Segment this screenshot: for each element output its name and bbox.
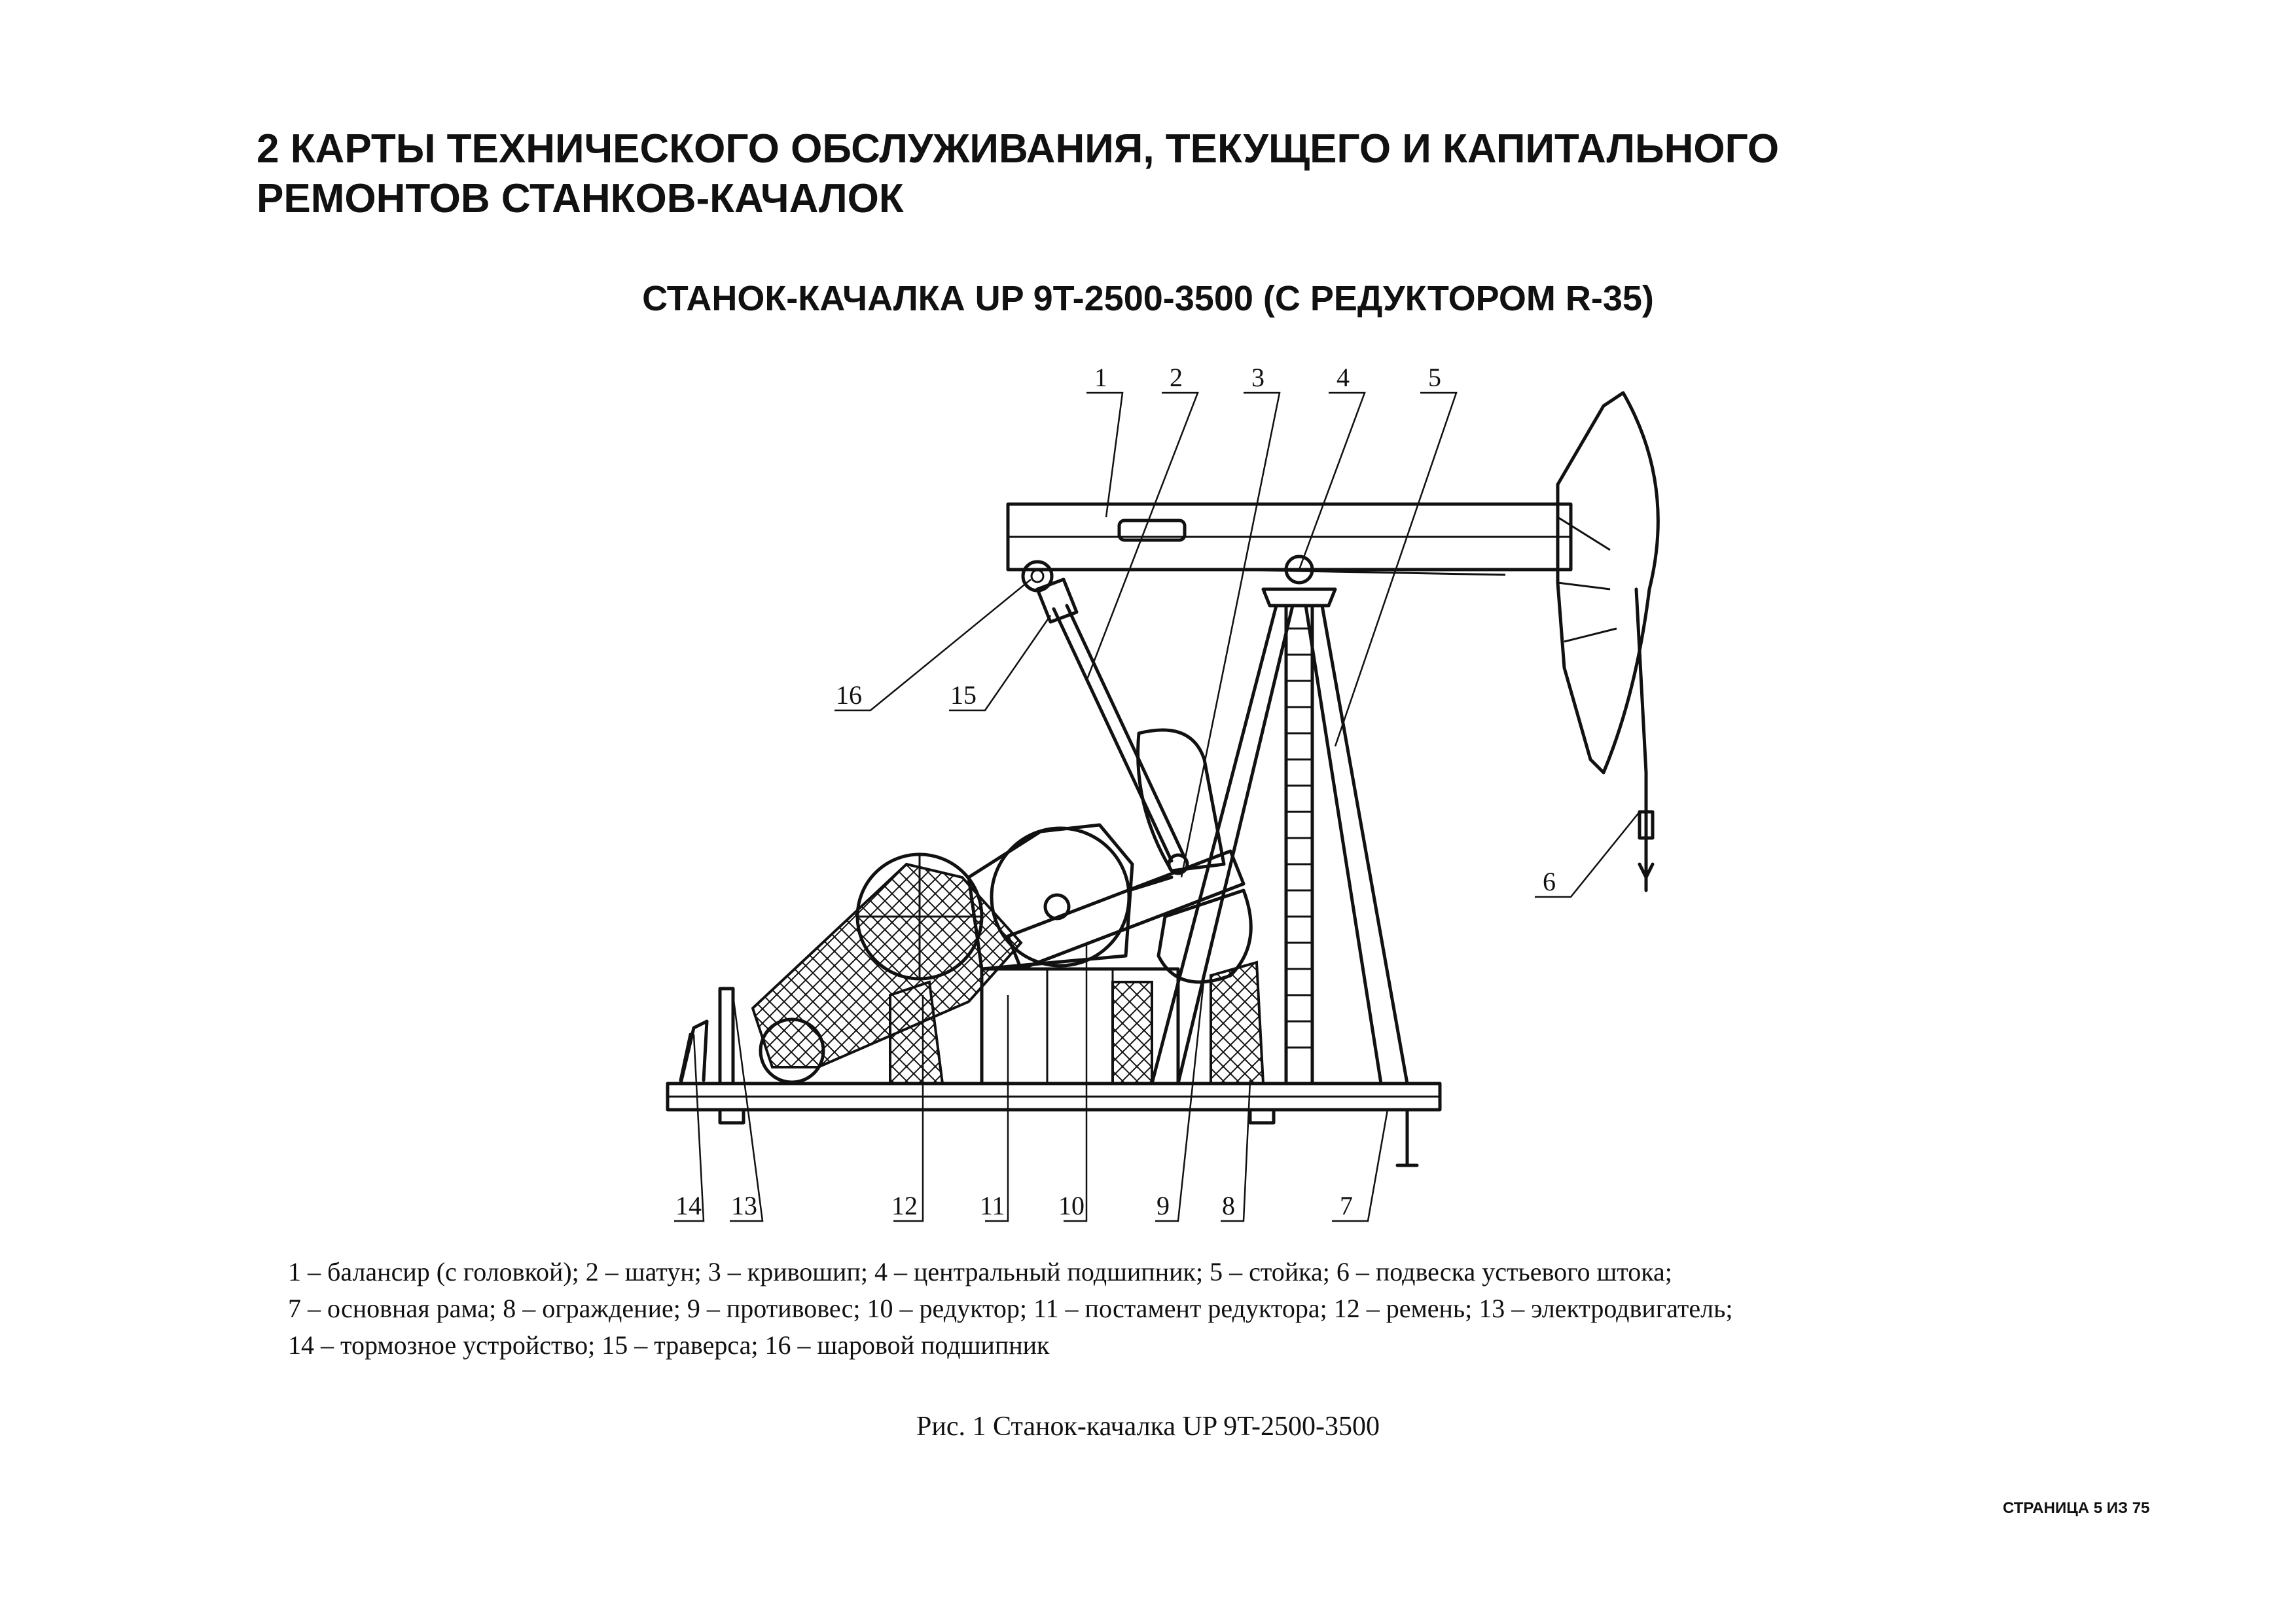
callout-9: 9 xyxy=(1157,1191,1170,1220)
ball-bearing xyxy=(1023,562,1052,591)
callout-6: 6 xyxy=(1543,867,1556,896)
rod-hanger xyxy=(1636,589,1653,890)
callout-5: 5 xyxy=(1428,363,1441,392)
callout-1: 1 xyxy=(1094,363,1107,392)
callout-16: 16 xyxy=(836,680,862,710)
callout-11: 11 xyxy=(980,1191,1005,1220)
samson-post xyxy=(1152,606,1407,1084)
callout-12: 12 xyxy=(891,1191,918,1220)
callout-15: 15 xyxy=(950,680,977,710)
section-title-line-2: РЕМОНТОВ СТАНКОВ-КАЧАЛОК xyxy=(257,176,904,221)
walking-beam xyxy=(1008,504,1571,575)
legend-line-2: 7 – основная рама; 8 – ограждение; 9 – противовес; 10 – редуктор; 11 – постамент редуктора; 12 – ремень; 13 – электродвигатель; xyxy=(288,1294,1733,1323)
figure-legend xyxy=(288,1254,2160,1364)
section-title-line-1: 2 КАРТЫ ТЕХНИЧЕСКОГО ОБСЛУЖИВАНИЯ, ТЕКУЩЕГО И КАПИТАЛЬНОГО xyxy=(257,126,1780,172)
legend-line-1: 1 – балансир (с головкой); 2 – шатун; 3 – кривошип; 4 – центральный подшипник; 5 – стойка; 6 – подвеска устьевого штока; xyxy=(288,1257,1672,1286)
figure-title: СТАНОК-КАЧАЛКА UP 9T-2500-3500 (С РЕДУКТОРОМ R-35) xyxy=(642,279,1654,318)
callout-13: 13 xyxy=(731,1191,757,1220)
callout-10: 10 xyxy=(1058,1191,1085,1220)
callout-14: 14 xyxy=(675,1191,702,1220)
pumping-unit-drawing xyxy=(655,354,2173,1244)
callout-2: 2 xyxy=(1170,363,1183,392)
base-frame xyxy=(668,1084,1440,1165)
callout-4: 4 xyxy=(1336,363,1350,392)
legend-line-3: 14 – тормозное устройство; 15 – траверса; 16 – шаровой подшипник xyxy=(288,1330,1050,1360)
central-bearing xyxy=(1263,556,1335,606)
section-title xyxy=(257,124,2155,224)
callout-labels xyxy=(675,363,1556,1220)
figure-caption: Рис. 1 Станок-качалка UP 9T-2500-3500 xyxy=(916,1412,1380,1442)
callout-8: 8 xyxy=(1222,1191,1235,1220)
callout-3: 3 xyxy=(1251,363,1265,392)
callout-7: 7 xyxy=(1340,1191,1353,1220)
page-number: СТРАНИЦА 5 ИЗ 75 xyxy=(2003,1499,2150,1517)
brake-device xyxy=(681,1021,707,1084)
pitman-rod xyxy=(1054,606,1185,861)
